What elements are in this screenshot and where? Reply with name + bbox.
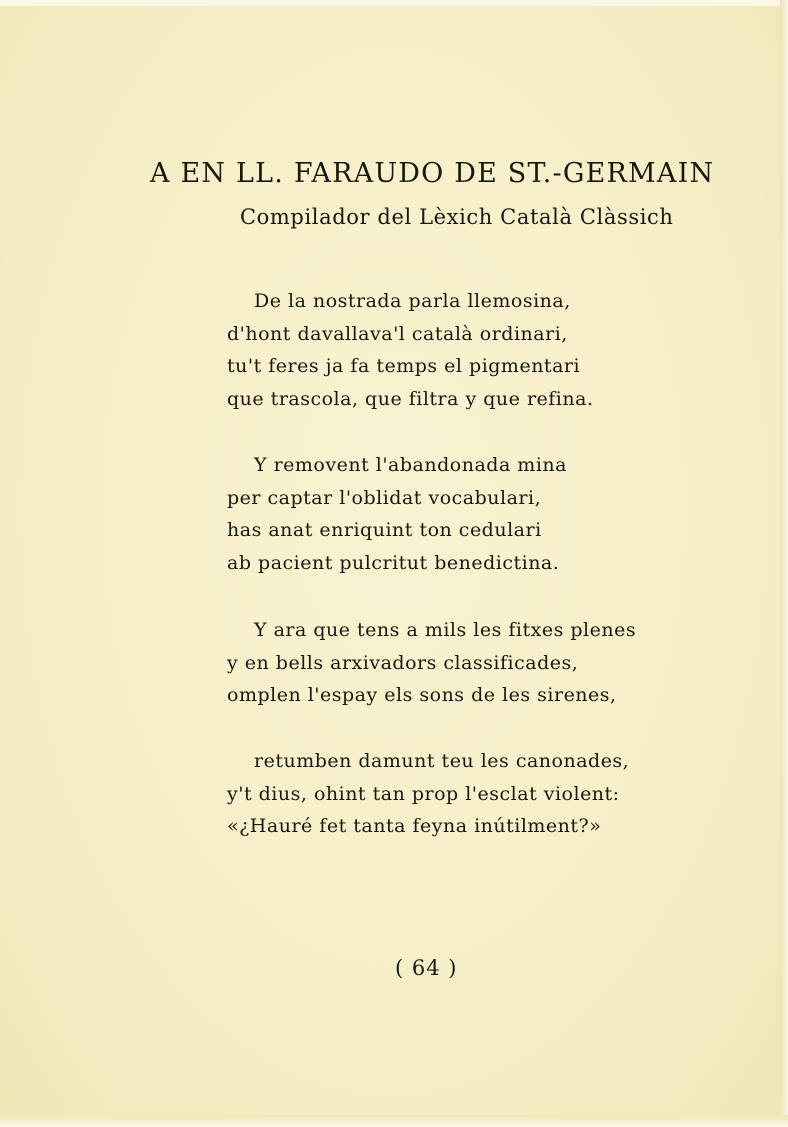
poem-subtitle: Compilador del Lèxich Català Clàssich [240, 205, 674, 229]
verse-line: per captar l'oblidat vocabulari, [227, 486, 542, 509]
stanza-3 [227, 614, 667, 712]
page-edge-top [0, 0, 788, 6]
stanza-1 [227, 285, 667, 415]
page-number: ( 64 ) [395, 956, 458, 980]
verse-line: Y ara que tens a mils les fitxes plenes [254, 619, 637, 641]
page-edge-right [780, 0, 788, 1127]
verse-line: y en bells arxivadors classificades, [227, 651, 579, 674]
verse-line: d'hont davallava'l català ordinari, [227, 322, 568, 345]
verse-line: y't dius, ohint tan prop l'esclat violent: [227, 782, 620, 805]
poem-title: A EN LL. FARAUDO DE ST.-GERMAIN [150, 158, 715, 189]
stanza-4 [227, 745, 667, 843]
verse-line: De la nostrada parla llemosina, [254, 290, 571, 312]
verse-line: Y removent l'abandonada mina [254, 454, 567, 476]
verse-line: tu't feres ja fa temps el pigmentari [227, 355, 581, 377]
stanza-2 [227, 449, 667, 579]
verse-line: has anat enriquint ton cedulari [227, 519, 542, 541]
verse-line: ab pacient pulcritut benedictina. [227, 551, 560, 574]
verse-line: «¿Hauré fet tanta feyna inútilment?» [227, 815, 602, 837]
verse-line: retumben damunt teu les canonades, [254, 750, 630, 772]
page-edge-bottom [0, 1115, 788, 1127]
verse-line: omplen l'espay els sons de les sirenes, [227, 684, 617, 706]
verse-line: que trascola, que filtra y que refina. [227, 387, 594, 410]
